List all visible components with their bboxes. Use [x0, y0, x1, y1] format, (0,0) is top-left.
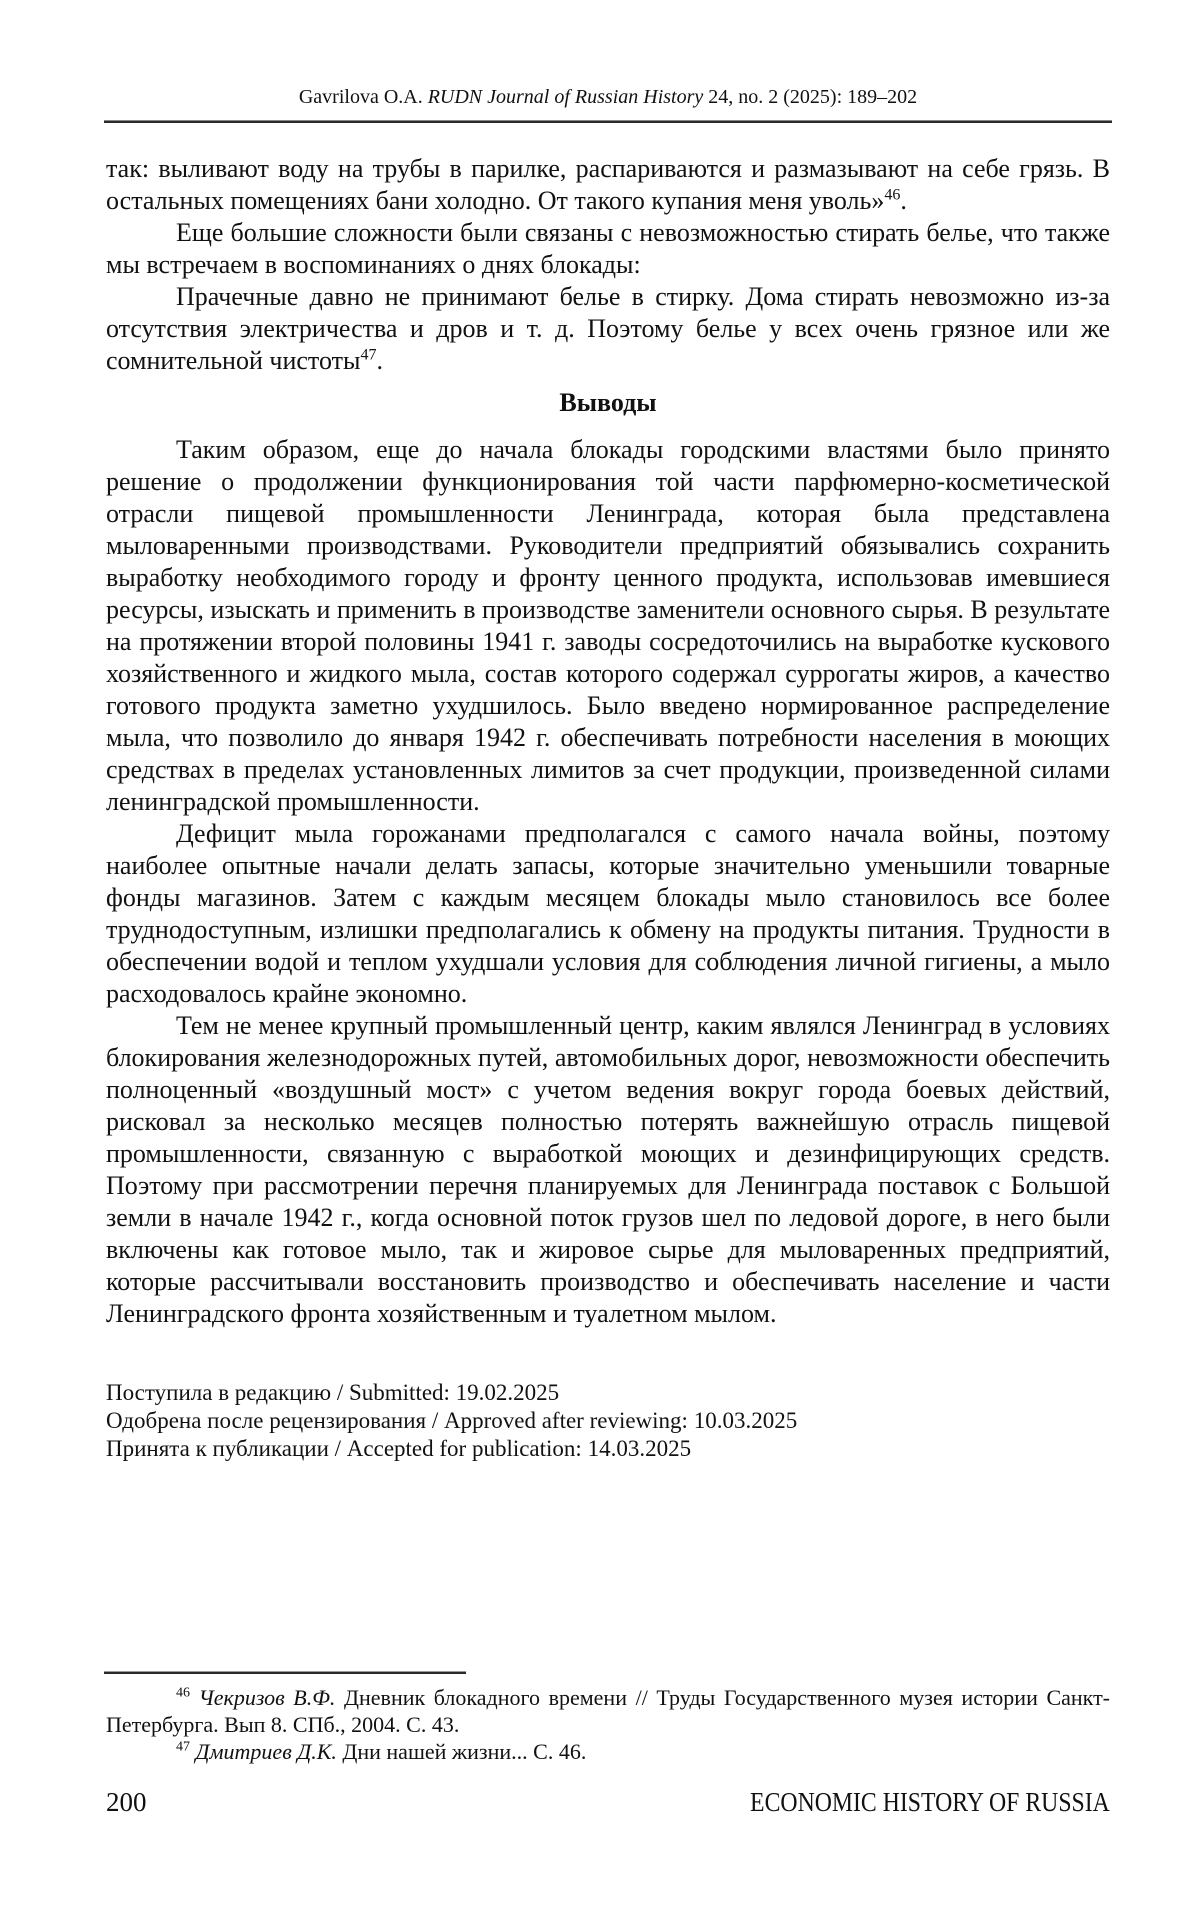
footnote-ref-47: 47: [360, 346, 377, 364]
paragraph-quote: [106, 281, 1110, 377]
page-number: 200: [106, 1787, 147, 1817]
footnote-47-author: Дмитриев Д.К.: [195, 1739, 337, 1764]
date-submitted: Поступила в редакцию / Submitted: 19.02.2025: [106, 1380, 560, 1405]
footnote-46: [106, 1684, 1110, 1738]
paragraph: Тем не менее крупный промышленный центр, каким являлся Ленинград в условиях блокирования железнодорожных путей, автомобильных дорог, невозможности обеспечить полноценный «воздушный мост» с учетом ведения вокруг города боевых действий, рисковал за несколько месяцев полностью потерять важнейшую отрасль пищевой промышленности, связанную с выработкой моющих и дезинфицирующих средств. Поэтому при рассмотрении перечня планируемых для Ленинграда поставок с Большой земли в начале 1942 г., когда основной поток грузов шел по ледовой дороге, в него были включены как готовое мыло, так и жировое сырье для мыловаренных предприятий, которые рассчитывали восстановить производство и обеспечивать население и части Ленинградского фронта хозяйственным и туалетном мылом.: [106, 1011, 1110, 1328]
running-header-issue-info: 24, no. 2 (2025): 189–202: [708, 86, 918, 108]
article-body: [106, 153, 1110, 1330]
footnotes-block: [106, 1684, 1110, 1765]
footnote-46-text: Дневник блокадного времени // Труды Государственного музея истории Санкт-Петербурга. Вып 8. СПб., 2004. С. 43.: [106, 1685, 1111, 1737]
date-approved: Одобрена после рецензирования / Approved after reviewing: 10.03.2025: [106, 1408, 798, 1433]
footnote-47-number: 47: [176, 1739, 190, 1755]
section-heading-conclusions: Выводы: [559, 388, 657, 417]
paragraph-text: .: [376, 346, 383, 375]
running-header-author: Gavrilova O.A.: [298, 86, 423, 108]
submission-dates-block: [106, 1379, 1110, 1463]
paragraph-text: так: выливают воду на трубы в парилке, распариваются и размазывают на себе грязь. В остальных помещениях бани холодно. От такого купания меня уволь»: [106, 154, 1110, 215]
paragraph-quote-continuation: [106, 153, 1110, 217]
paragraph: Дефицит мыла горожанами предполагался с самого начала войны, поэтому наиболее опытные начали делать запасы, которые значительно уменьшили товарные фонды магазинов. Затем с каждым месяцем блокады мыло становилось все более труднодоступным, излишки предполагались к обмену на продукты питания. Трудности в обеспечении водой и теплом ухудшали условия для соблюдения личной гигиены, а мыло расходовалось крайне экономно.: [106, 819, 1110, 1008]
paragraph: Таким образом, еще до начала блокады городскими властями было принято решение о продолжении функционирования той части парфюмерно-косметической отрасли пищевой промышленности Ленинграда, которая была представлена мыловаренными производствами. Руководители предприятий обязывались сохранить выработку необходимого городу и фронту ценного продукта, использовав имевшиеся ресурсы, изыскать и применить в производстве заменители основного сырья. В результате на протяжении второй половины 1941 г. заводы сосредоточились на выработке кускового хозяйственного и жидкого мыла, состав которого содержал суррогаты жиров, а качество готового продукта заметно ухудшилось. Было введено нормированное распределение мыла, что позволило до января 1942 г. обеспечивать потребности населения в моющих средствах в пределах установленных лимитов за счет продукции, произведенной силами ленинградской промышленности.: [106, 435, 1110, 816]
page-footer: [106, 1786, 1110, 1818]
running-footer-title: ECONOMIC HISTORY OF RUSSIA: [750, 1787, 1110, 1817]
footnote-separator-rule: [104, 1671, 466, 1674]
paragraph-text: Прачечные давно не принимают белье в стирку. Дома стирать невозможно из-за отсутствия электричества и дров и т. д. Поэтому белье у всех очень грязное или же сомнительной чистоты: [106, 282, 1110, 375]
footnote-47: [106, 1738, 1110, 1765]
footnote-46-number: 46: [176, 1685, 190, 1701]
running-header: [106, 84, 1110, 110]
paragraph-text: .: [900, 186, 907, 215]
running-header-journal-title: RUDN Journal of Russian History: [427, 86, 704, 108]
footnote-47-text: Дни нашей жизни... С. 46.: [342, 1739, 587, 1764]
date-accepted: Принята к публикации / Accepted for publication: 14.03.2025: [106, 1436, 692, 1461]
footnote-46-author: Чекризов В.Ф.: [198, 1685, 336, 1710]
paragraph: Еще большие сложности были связаны с невозможностью стирать белье, что также мы встречаем в воспоминаниях о днях блокады:: [106, 218, 1110, 279]
footnote-ref-46: 46: [884, 186, 901, 204]
header-rule: [104, 120, 1112, 123]
